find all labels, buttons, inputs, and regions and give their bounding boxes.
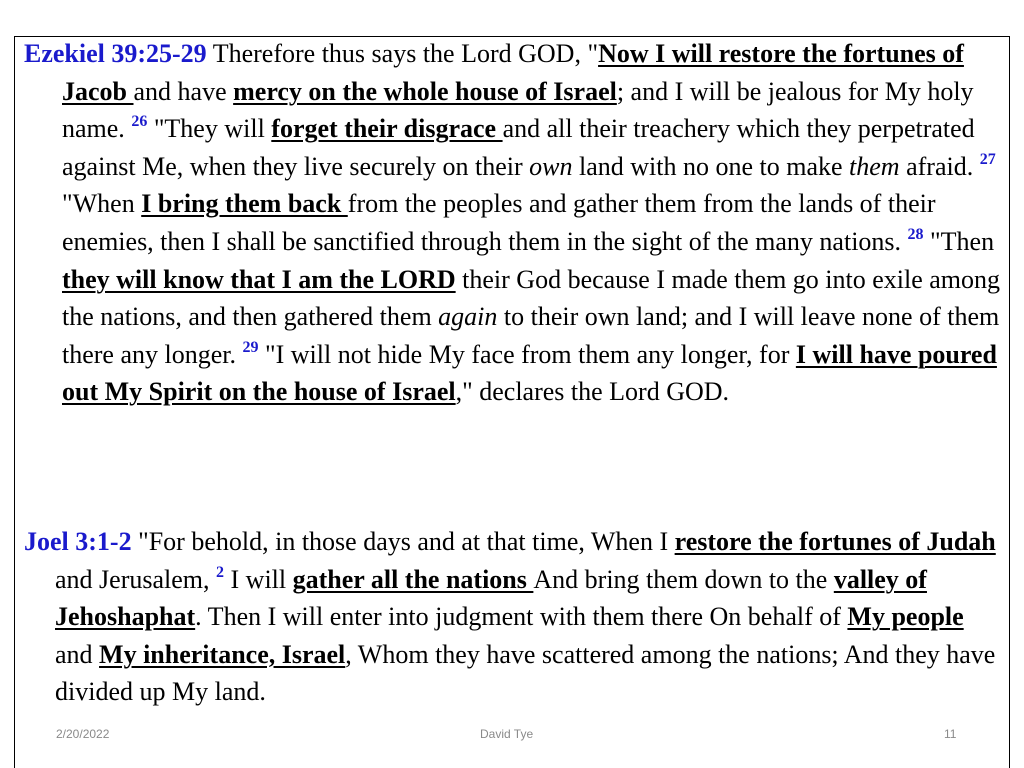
passage-text: to their own land; and I will leave none of them there any longer.: [62, 302, 1000, 369]
passage-text: , Whom they have scattered among the nations; And they have divided up My land.: [55, 639, 996, 707]
passage-text: "For behold, in those days and at that time, When I: [131, 527, 675, 556]
italic-them: them: [849, 151, 900, 181]
emphasis-poured-spirit: I will have poured out My Spirit on the house of Israel: [62, 339, 997, 407]
emphasis-my-inheritance: My inheritance, Israel: [99, 639, 346, 669]
passage-text: . Then I will enter into judgment with them there On behalf of: [195, 602, 848, 632]
passage-text: ," declares the Lord GOD.: [455, 377, 730, 407]
passage-text: and have: [133, 76, 234, 106]
passage-text: and: [55, 639, 100, 669]
passage-text: Therefore thus says the Lord GOD, ": [206, 39, 599, 68]
footer-date: 2/20/2022: [56, 727, 110, 741]
passage-text: their God because I made them go into exile among the nations, and then gathered them: [62, 264, 1001, 332]
passage-text: and all their treachery which they perpetrated against Me, when they live securely on their: [62, 114, 975, 181]
passage-text: And bring them down to the: [533, 564, 834, 594]
ezekiel-reference: Ezekiel 39:25-29: [24, 39, 207, 68]
emphasis-bring-back: I bring them back: [141, 189, 348, 219]
joel-reference: Joel 3:1-2: [24, 527, 132, 556]
verse-number-29: 29: [242, 338, 259, 356]
passage-text: ; and I will be jealous for My holy name.: [62, 76, 974, 144]
emphasis-forget-disgrace: forget their disgrace: [271, 114, 503, 144]
emphasis-restore-jacob: Now I will restore the fortunes of Jacob: [62, 39, 964, 106]
emphasis-gather-nations: gather all the nations: [292, 564, 534, 594]
emphasis-restore-judah: restore the fortunes of Judah: [674, 527, 996, 556]
passage-text: I will: [224, 564, 293, 594]
emphasis-mercy-israel: mercy on the whole house of Israel: [233, 76, 617, 106]
verse-number-28: 28: [907, 225, 924, 243]
verse-number-26: 26: [131, 113, 148, 131]
joel-passage: [24, 523, 1004, 711]
passage-text: from the peoples and gather them from the lands of their enemies, then I shall be sanctified through them in the sight of the many nations.: [62, 189, 936, 256]
verse-number-27: 27: [979, 150, 996, 168]
italic-again: again: [438, 302, 498, 332]
emphasis-my-people: My people: [847, 602, 964, 632]
emphasis-valley-jehoshaphat: valley of Jehoshaphat: [55, 564, 927, 632]
italic-own: own: [529, 151, 573, 181]
passage-text: and Jerusalem,: [55, 564, 217, 594]
passage-text: "They will: [147, 114, 272, 144]
ezekiel-passage: [24, 35, 1004, 411]
footer-page-number: 11: [944, 727, 957, 741]
footer-author: David Tye: [480, 727, 534, 741]
passage-text: afraid.: [899, 151, 980, 181]
passage-text: land with no one to make: [572, 151, 850, 181]
emphasis-know-lord: they will know that I am the LORD: [62, 264, 456, 294]
passage-text: "Then: [923, 226, 995, 256]
verse-number-2: 2: [216, 563, 225, 581]
passage-text: "I will not hide My face from them any longer, for: [258, 339, 796, 369]
passage-text: "When: [62, 189, 142, 219]
